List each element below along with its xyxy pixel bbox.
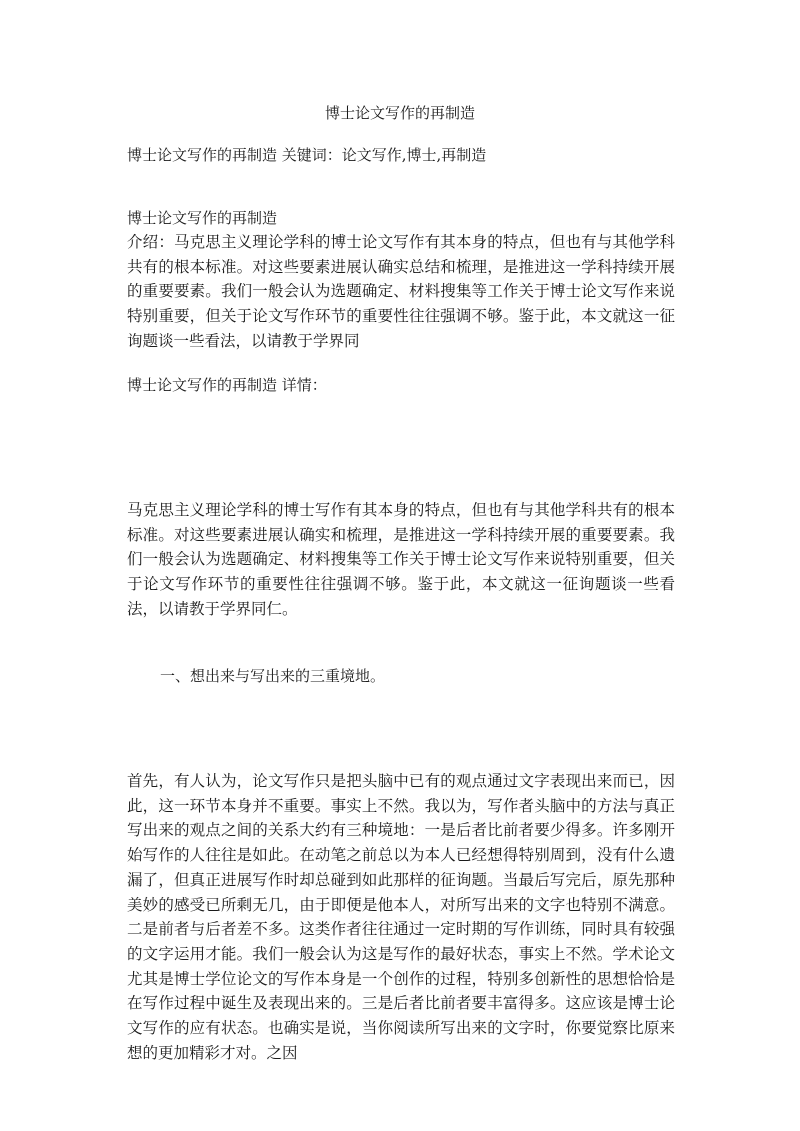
body-paragraph-1: 马克思主义理论学科的博士写作有其本身的特点，但也有与其他学科共有的根本标准。对这些要素进展认确实和梳理，是推进这一学科持续开展的重要要素。我们一般会认为选题确定、材料搜集等工作关于博士论文写作来说特别重要，但关于论文写作环节的重要性往往强调不够。鉴于此，本文就这一征询题谈一些看法，以请教于学界同仁。 <box>127 501 675 618</box>
section-heading: 一、想出来与写出来的三重境地。 <box>160 667 386 685</box>
intro-paragraph: 介绍：马克思主义理论学科的博士论文写作有其本身的特点，但也有与其他学科共有的根本标准。对这些要素进展认确实总结和梳理，是推进这一学科持续开展的重要要素。我们一般会认为选题确定、材料搜集等工作关于博士论文写作来说特别重要，但关于论文写作环节的重要性往往强调不够。鉴于此，本文就这一征询题谈一些看法，以请教于学界同 <box>127 233 675 350</box>
document-title: 博士论文写作的再制造 <box>324 104 475 122</box>
body-paragraph-2: 首先，有人认为，论文写作只是把头脑中已有的观点通过文字表现出来而已，因此，这一环节本身并不重要。事实上不然。我以为，写作者头脑中的方法与真正写出来的观点之间的关系大约有三种境地：一是后者比前者要少得多。许多刚开始写作的人往往是如此。在动笔之前总以为本人已经想得特别周到，没有什么遗漏了，但真正进展写作时却总碰到如此那样的征询题。当最后写完后，原先那种美妙的感受已所剩无几，由于即便是他本人，对所写出来的文字也特别不满意。二是前者与后者差不多。这类作者往往通过一定时期的写作训练，同时具有较强的文字运用才能。我们一般会认为这是写作的最好状态，事实上不然。学术论文尤其是博士学位论文的写作本身是一个创作的过程，特别多创新性的思想恰恰是在写作过程中诞生及表现出来的。三是后者比前者要丰富得多。这应该是博士论文写作的应有状态。也确实是说，当你阅读所写出来的文字时，你要觉察比原来想的更加精彩才对。之因 <box>127 772 675 1062</box>
intro-heading: 博士论文写作的再制造 <box>127 209 278 227</box>
keywords-line: 博士论文写作的再制造 关键词：论文写作,博士,再制造 <box>127 146 487 164</box>
details-heading: 博士论文写作的再制造 详情： <box>127 376 327 394</box>
